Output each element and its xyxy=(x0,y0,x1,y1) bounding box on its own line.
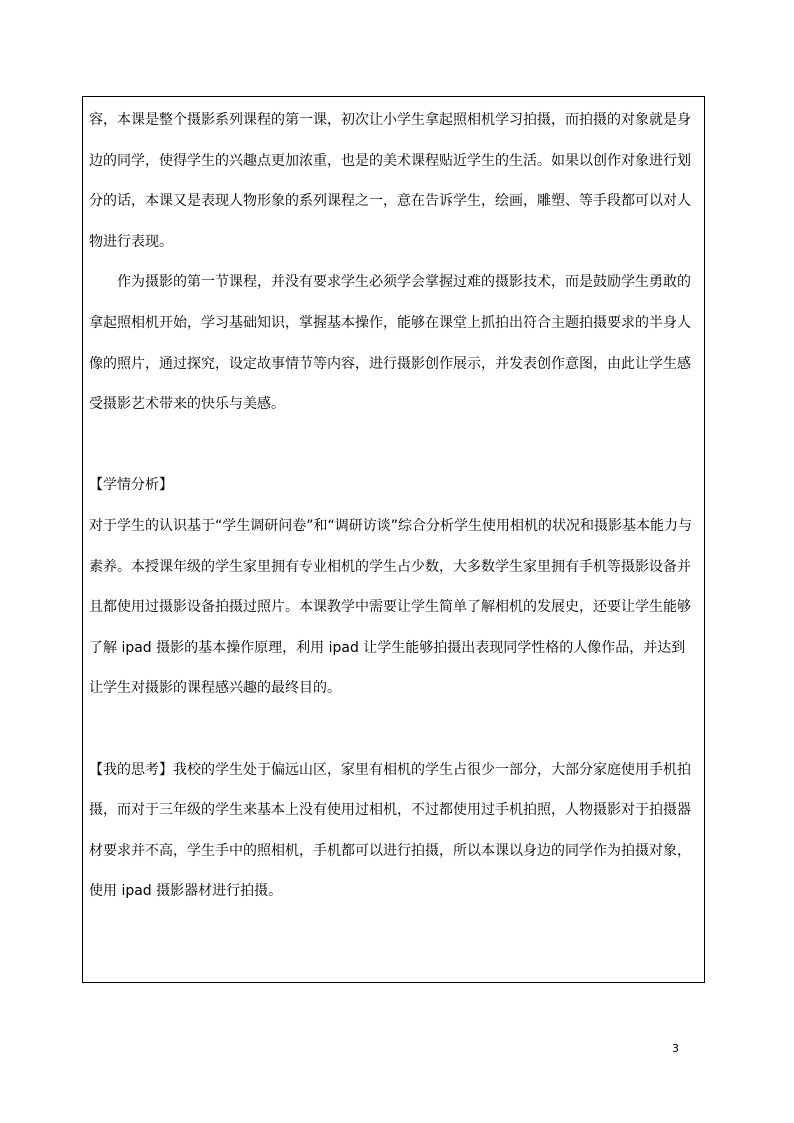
intro-paragraph-1: 容，本课是整个摄影系列课程的第一课，初次让小学生拿起照相机学习拍摄，而拍摄的对象就是身边的同学，使得学生的兴趣点更加浓重，也是的美术课程贴近学生的生活。如果以创作对象进行划分的话，本课又是表现人物形象的系列课程之一，意在告诉学生，绘画，雕塑、等手段都可以对人物进行表现。 xyxy=(89,112,691,250)
reflection-body: 我校的学生处于偏远山区，家里有相机的学生占很少一部分，大部分家庭使用手机拍摄，而对于三年级的学生来基本上没有使用过相机，不过都使用过手机拍照，人物摄影对于拍摄器材要求并不高，学生手中的照相机，手机都可以进行拍摄，所以本课以身边的同学作为拍摄对象，使用 ipad 摄影器材进行拍摄。 xyxy=(89,761,691,900)
reflection-paragraph xyxy=(89,750,699,912)
spacer xyxy=(89,425,699,466)
analysis-paragraph: 对于学生的认识基于“学生调研问卷”和“调研访谈”综合分析学生使用相机的状况和摄影基本能力与素养。本授课年级的学生家里拥有专业相机的学生占少数，大多数学生家里拥有手机等摄影设备并且都使用过摄影设备拍摄过照片。本课教学中需要让学生简单了解相机的发展史，还要让学生能够了解 ipad 摄影的基本操作原理，利用 ipad 让学生能够拍摄出表现同学性格的人像作品，并达到让学生对摄影的课程感兴趣的最终目的。 xyxy=(89,517,693,697)
page-number: 3 xyxy=(672,1042,679,1055)
intro-paragraph-2: 作为摄影的第一节课程，并没有要求学生必须学会掌握过难的摄影技术，而是鼓励学生勇敢的拿起照相机开始，学习基础知识，掌握基本操作，能够在课堂上抓拍出符合主题拍摄要求的半身人像的照片，通过探究，设定故事情节等内容，进行摄影创作展示，并发表创作意图，由此让学生感受摄影艺术带来的快乐与美感。 xyxy=(89,274,691,413)
analysis-heading: 【学情分析】 xyxy=(89,477,173,494)
spacer xyxy=(89,709,699,750)
reflection-heading: 【我的思考】 xyxy=(89,761,173,778)
document-body xyxy=(89,100,699,912)
